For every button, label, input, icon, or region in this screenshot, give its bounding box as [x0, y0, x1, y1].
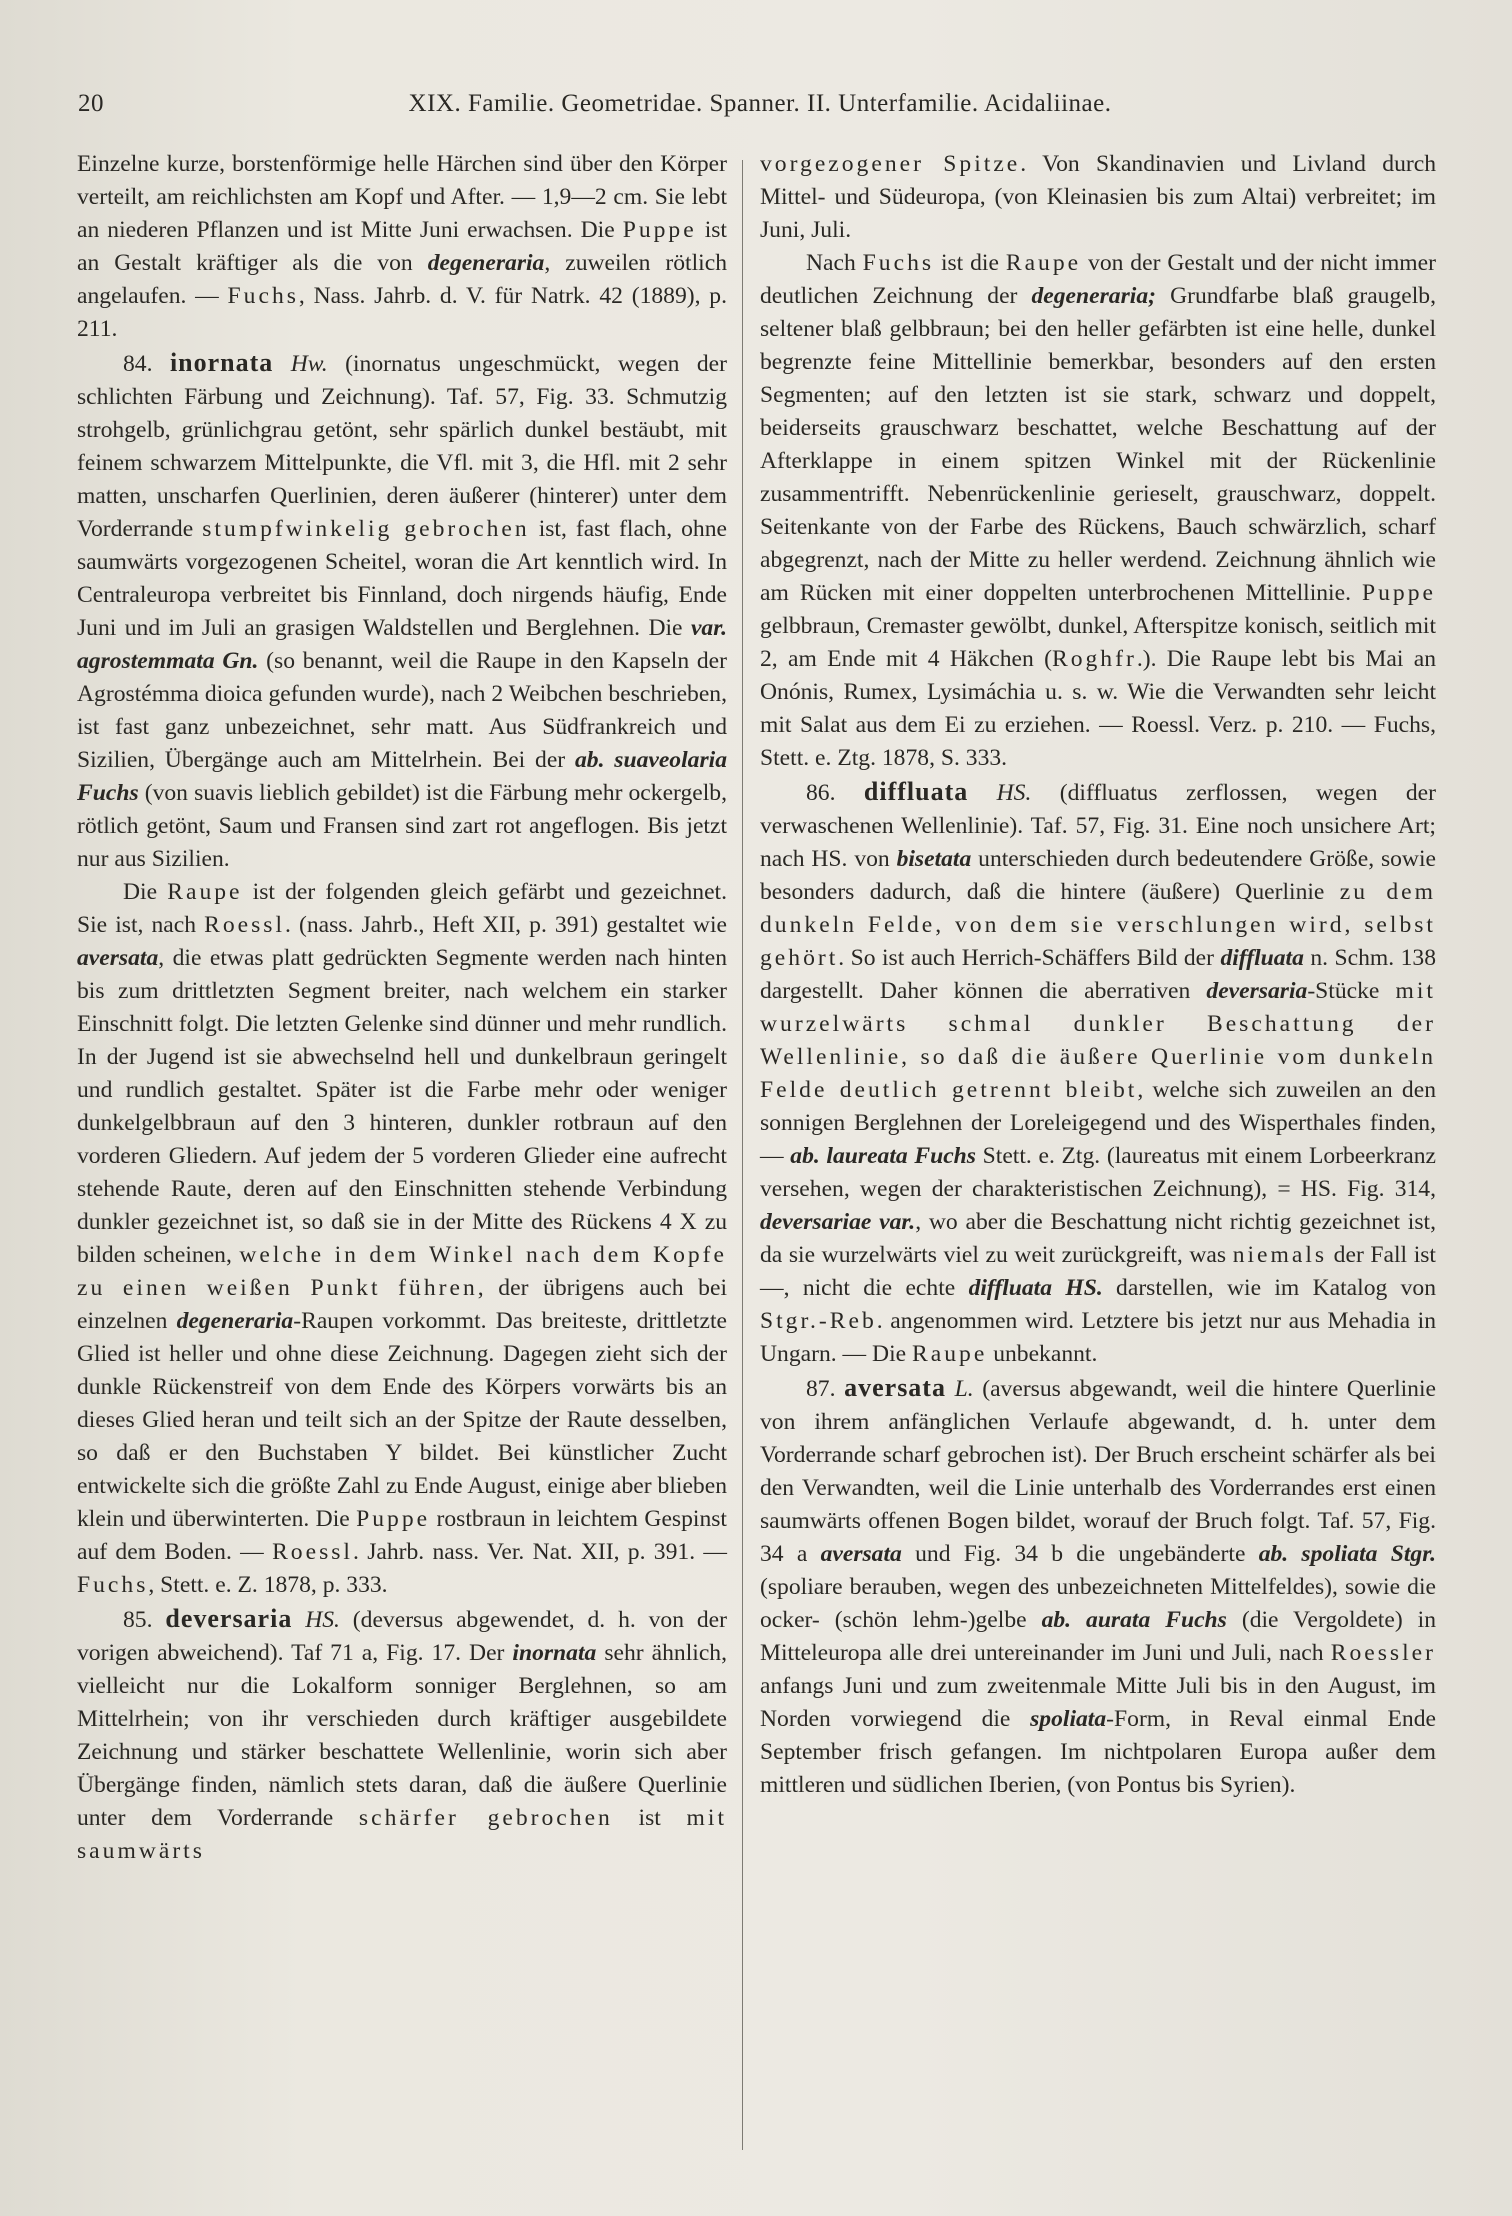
- text-run: degeneraria;: [1031, 283, 1156, 309]
- paragraph: [77, 876, 727, 1602]
- text-run: aversata: [77, 945, 159, 971]
- text-run: unterschieden durch bedeutendere Größe, sowie besonders dadurch, daß die hintere (äußere) Querlinie: [760, 846, 1436, 905]
- text-run: und Fig. 34 b die ungebänderte: [901, 1541, 1259, 1567]
- text-run: .). Die Raupe lebt bis Mai an Onónis, Rumex, Lysimáchia u. s. w. Wie die Verwandten sehr leicht mit Salat aus dem Ei zu erziehen. — Roessl. Verz. p. 210. — Fuchs, Stett. e. Ztg. 1878, S. 333.: [760, 646, 1436, 771]
- text-run: welche in dem Winkel nach dem Kopfe zu einen weißen Punkt führen: [77, 1242, 727, 1301]
- text-run: zu dem dunkeln Felde, von dem sie verschlungen wird, selbst gehört: [760, 879, 1436, 971]
- text-run: [968, 780, 996, 806]
- text-run: Puppe: [356, 1506, 431, 1532]
- text-run: niemals: [1232, 1242, 1328, 1268]
- text-run: sehr ähnlich, vielleicht nur die Lokalform sonniger Berglehnen, so am Mittelrhein; von ihr verschieden durch kräftiger ausgebildete Zeichnung und stärker beschattete Wellenlinie, worin sich aber Übergänge finden, nämlich stets daran, daß die äußere Querlinie unter dem Vorderrande: [77, 1640, 728, 1831]
- text-run: degeneraria: [176, 1308, 294, 1334]
- text-run: , zuweilen rötlich angelaufen. —: [77, 250, 727, 309]
- text-run: inornata: [512, 1640, 597, 1666]
- text-run: von der Gestalt und der nicht immer deutlichen Zeichnung der: [760, 250, 1436, 309]
- text-run: Raupe: [167, 879, 243, 905]
- paragraph: [760, 247, 1436, 775]
- text-run: ist, fast flach, ohne saumwärts vorgezogenen Scheitel, woran die Art kenntlich wird. In Centraleuropa verbreitet bis Finnland, doch nirgends häufig, Ende Juni und im Juli an grasigen Waldstellen und Berglehnen. Die: [77, 516, 727, 641]
- text-run: gelbbraun, Cremaster gewölbt, dunkel, Afterspitze konisch, seitlich mit 2, am Ende mit 4 Häkchen (: [760, 613, 1436, 672]
- text-run: -Raupen vorkommt. Das breiteste, drittletzte Glied ist heller und ohne diese Zeichnung. Dagegen zieht sich der dunkle Rückenstreif von dem Ende des Körpers vorwärts bis an dieses Glied heran und teilt sich an der Spitze der Raute desselben, so daß er den Buchstaben Y bildet. Bei künstlicher Zucht entwickelte sich die größte Zahl zu Ende August, einige aber blieben klein und überwinterten. Die: [77, 1308, 727, 1532]
- paragraph: [77, 346, 727, 876]
- text-run: ist an Gestalt kräftiger als die von: [77, 217, 727, 276]
- paragraph: [77, 148, 727, 346]
- left-column: [77, 148, 727, 1868]
- text-run: HS.: [996, 780, 1032, 806]
- paragraph: [760, 1371, 1436, 1802]
- text-run: Die: [123, 879, 168, 905]
- text-run: , wo aber die Beschattung nicht richtig gezeichnet ist, da sie wurzelwärts viel zu weit zurückgreift, was: [760, 1209, 1436, 1268]
- text-run: Raupe: [1005, 250, 1082, 276]
- text-run: bisetata: [896, 846, 972, 872]
- text-run: [946, 1376, 955, 1402]
- text-run: 85.: [123, 1607, 166, 1633]
- text-run: vorgezogener Spitze: [760, 151, 1021, 177]
- paragraph: [77, 1602, 727, 1868]
- text-run: ab. laureata Fuchs: [790, 1143, 976, 1169]
- text-run: (von suavis lieblich gebildet) ist die Färbung mehr ockergelb, rötlich getönt, Saum und Fransen sind zart rot angeflogen. Bis jetzt nur aus Sizilien.: [77, 780, 727, 872]
- text-run: (diffluatus zerflossen, wegen der verwaschenen Wellenlinie). Taf. 57, Fig. 31. Eine noch unsichere Art; nach HS. von: [760, 780, 1436, 872]
- text-run: diffluata: [1220, 945, 1304, 971]
- text-run: schärfer gebrochen: [358, 1805, 613, 1831]
- text-run: -Form, in Reval einmal Ende September frisch gefangen. Im nichtpolaren Europa außer dem mittleren und südlichen Iberien, (von Pontus bis Syrien).: [760, 1706, 1436, 1798]
- text-run: deversaria: [1206, 978, 1308, 1004]
- paragraph: [760, 775, 1436, 1371]
- text-run: . Jahrb. nass. Ver. Nat. XII, p. 391. —: [353, 1539, 727, 1565]
- text-run: mit saumwärts: [77, 1805, 727, 1864]
- text-run: (spoliare berauben, wegen des unbezeichneten Mittelfeldes), sowie die ocker- (schön lehm-)gelbe: [760, 1574, 1436, 1633]
- text-run: Hw.: [290, 351, 328, 377]
- text-run: mit wurzelwärts schmal dunkler Beschattung der Wellenlinie, so daß die äußere Querlinie vom dunkeln Felde deutlich getrennt bleibt: [760, 978, 1436, 1103]
- text-run: Nach: [806, 250, 863, 276]
- text-run: der Fall ist —, nicht die echte: [760, 1242, 1436, 1301]
- text-run: Roessl: [272, 1539, 353, 1565]
- text-run: deversaria: [165, 1604, 293, 1633]
- text-run: Fuchs: [77, 1572, 149, 1598]
- right-column: [760, 148, 1436, 1802]
- text-run: Roessl: [204, 912, 286, 938]
- text-run: ab. aurata Fuchs: [1041, 1607, 1227, 1633]
- text-run: , welche sich zuweilen an den sonnigen Berglehnen der Loreleigegend und des Wisperthales finden, —: [760, 1077, 1436, 1169]
- text-run: Fuchs: [862, 250, 935, 276]
- text-run: Puppe: [622, 217, 697, 243]
- text-run: , die etwas platt gedrückten Segmente werden nach hinten bis zum drittletzten Segment breiter, nach welchem ein starker Einschnitt folgt. Die letzten Gelenke sind dünner und mehr rundlich. In der Jugend ist sie abwechselnd hell und dunkelbraun geringelt und rundlich gestaltet. Später ist die Farbe mehr oder weniger dunkelgelbbraun auf den 3 hinteren, dunkler rotbraun auf den vorderen Gliedern. Auf jedem der 5 vorderen Glieder eine aufrecht stehende Raute, deren auf den Einschnitten stehende Verbindung dunkler gezeichnet ist, so daß sie in der Mitte des Rückens 4 X zu bilden scheinen,: [77, 945, 727, 1268]
- text-run: , Stett. e. Z. 1878, p. 333.: [148, 1572, 388, 1598]
- text-run: Roessler: [1330, 1640, 1436, 1666]
- text-run: ab. suaveolaria Fuchs: [77, 747, 727, 806]
- text-run: deversariae var.: [760, 1209, 916, 1235]
- text-run: stumpfwinkelig gebrochen: [202, 516, 530, 542]
- text-run: [292, 1607, 305, 1633]
- text-run: Einzelne kurze, borstenförmige helle Härchen sind über den Körper verteilt, am reichlichsten am Kopf und After. — 1,9—2 cm. Sie lebt an niederen Pflanzen und ist Mitte Juni erwachsen. Die: [77, 151, 727, 243]
- text-run: ab. spoliata Stgr.: [1258, 1541, 1436, 1567]
- text-run: , Nass. Jahrb. d. V. für Natrk. 42 (1889), p. 211.: [77, 283, 727, 342]
- column-divider: [742, 160, 743, 2150]
- text-run: unbekannt.: [987, 1341, 1098, 1367]
- text-run: (die Vergoldete) in Mitteleuropa alle drei untereinander im Juni und Juli, nach: [760, 1607, 1436, 1666]
- text-run: , der übrigens auch bei einzelnen: [77, 1275, 727, 1334]
- text-run: aversata: [820, 1541, 902, 1567]
- text-run: anfangs Juni und zum zweitenmale Mitte Juli bis in den August, im Norden vorwiegend die: [760, 1673, 1436, 1732]
- text-run: Stgr.-Reb: [760, 1308, 877, 1334]
- text-run: 86.: [806, 780, 864, 806]
- text-run: (deversus abgewendet, d. h. von der vorigen abweichend). Taf 71 a, Fig. 17. Der: [77, 1607, 728, 1666]
- text-run: . angenommen wird. Letztere bis jetzt nur aus Mehadia in Ungarn. — Die: [760, 1308, 1436, 1367]
- text-run: Fuchs: [227, 283, 299, 309]
- text-run: diffluata HS.: [968, 1275, 1103, 1301]
- text-run: n. Schm. 138 dargestellt. Daher können die aberrativen: [760, 945, 1436, 1004]
- text-run: (aversus abgewandt, weil die hintere Querlinie von ihrem anfänglichen Verlaufe abgewandt, d. h. unter dem Vorderrande scharf gebrochen ist). Der Bruch erscheint schärfer als bei den Verwandten, weil die Linie unterhalb des Vorderrandes erst einen saumwärts offenen Bogen bildet, worauf der Bruch folgt. Taf. 57, Fig. 34 a: [760, 1376, 1437, 1567]
- text-run: 87.: [806, 1376, 845, 1402]
- text-run: [273, 351, 290, 377]
- text-run: ist: [612, 1805, 687, 1831]
- text-run: rostbraun in leichtem Gespinst auf dem Boden. —: [77, 1506, 727, 1565]
- paragraph: [760, 148, 1436, 247]
- running-head: XIX. Familie. Geometridae. Spanner. II. Unterfamilie. Acidaliinae.: [408, 90, 1112, 117]
- text-run: degeneraria: [427, 250, 545, 276]
- text-run: . So ist auch Herrich-Schäffers Bild der: [838, 945, 1221, 971]
- text-run: (inornatus ungeschmückt, wegen der schlichten Färbung und Zeichnung). Taf. 57, Fig. 33. Schmutzig strohgelb, grünlichgrau getönt, sehr spärlich dunkel bestäubt, mit feinem schwarzem Mittelpunkte, die Vfl. mit 3, die Hfl. mit 2 sehr matten, unscharfen Querlinien, deren äußerer (hinterer) unter dem Vorderrande: [77, 351, 727, 542]
- text-run: Stett. e. Ztg. (laureatus mit einem Lorbeerkranz versehen, wegen der charakteristischen Zeichnung), = HS. Fig. 314,: [760, 1143, 1437, 1202]
- text-run: Puppe: [1362, 580, 1436, 606]
- text-run: (so benannt, weil die Raupe in den Kapseln der Agrostémma dioica gefunden wurde), nach 2 Weibchen beschrieben, ist fast ganz unbezeichnet, sehr matt. Aus Südfrankreich und Sizilien, Übergänge auch am Mittelrhein. Bei der: [77, 648, 728, 773]
- text-run: HS.: [305, 1607, 340, 1633]
- text-run: 84.: [123, 351, 170, 377]
- text-run: . Von Skandinavien und Livland durch Mittel- und Südeuropa, (von Kleinasien bis zum Altai) verbreitet; im Juni, Juli.: [760, 151, 1436, 243]
- text-run: Roghfr: [1051, 646, 1137, 672]
- text-run: ist der folgenden gleich gefärbt und gezeichnet. Sie ist, nach: [77, 879, 727, 938]
- text-run: diffluata: [863, 777, 969, 806]
- page-header: [78, 90, 1442, 130]
- text-run: Grundfarbe blaß graugelb, seltener blaß gelbbraun; bei den heller gefärbten ist eine helle, dunkel begrenzte feine Mittellinie bemerkbar, besonders auf den ersten Segmenten; auf den letzten ist sie stark, schwarz und doppelt, beiderseits grauschwarz beschattet, welche Beschattung auf der Afterklappe in einem spitzen Winkel mit der Rückenlinie zusammentrifft. Nebenrückenlinie gerieselt, grauschwarz, doppelt. Seitenkante von der Farbe des Rückens, Bauch schwärzlich, scharf abgegrenzt, nach der Mitte zu heller werdend. Zeichnung ähnlich wie am Rücken mit einer doppelten unterbrochenen Mittellinie.: [760, 283, 1436, 606]
- text-run: . (nass. Jahrb., Heft XII, p. 391) gestaltet wie: [285, 912, 727, 938]
- text-run: -Stücke: [1307, 978, 1396, 1004]
- text-run: spoliata: [1030, 1706, 1107, 1732]
- text-run: Raupe: [912, 1341, 988, 1367]
- text-run: ist die: [934, 250, 1006, 276]
- text-run: inornata: [169, 348, 274, 377]
- page-number: 20: [78, 90, 104, 117]
- text-run: L.: [954, 1376, 974, 1402]
- text-run: var. agrostemmata Gn.: [77, 615, 727, 674]
- text-run: darstellen, wie im Katalog von: [1102, 1275, 1437, 1301]
- text-run: aversata: [844, 1373, 946, 1402]
